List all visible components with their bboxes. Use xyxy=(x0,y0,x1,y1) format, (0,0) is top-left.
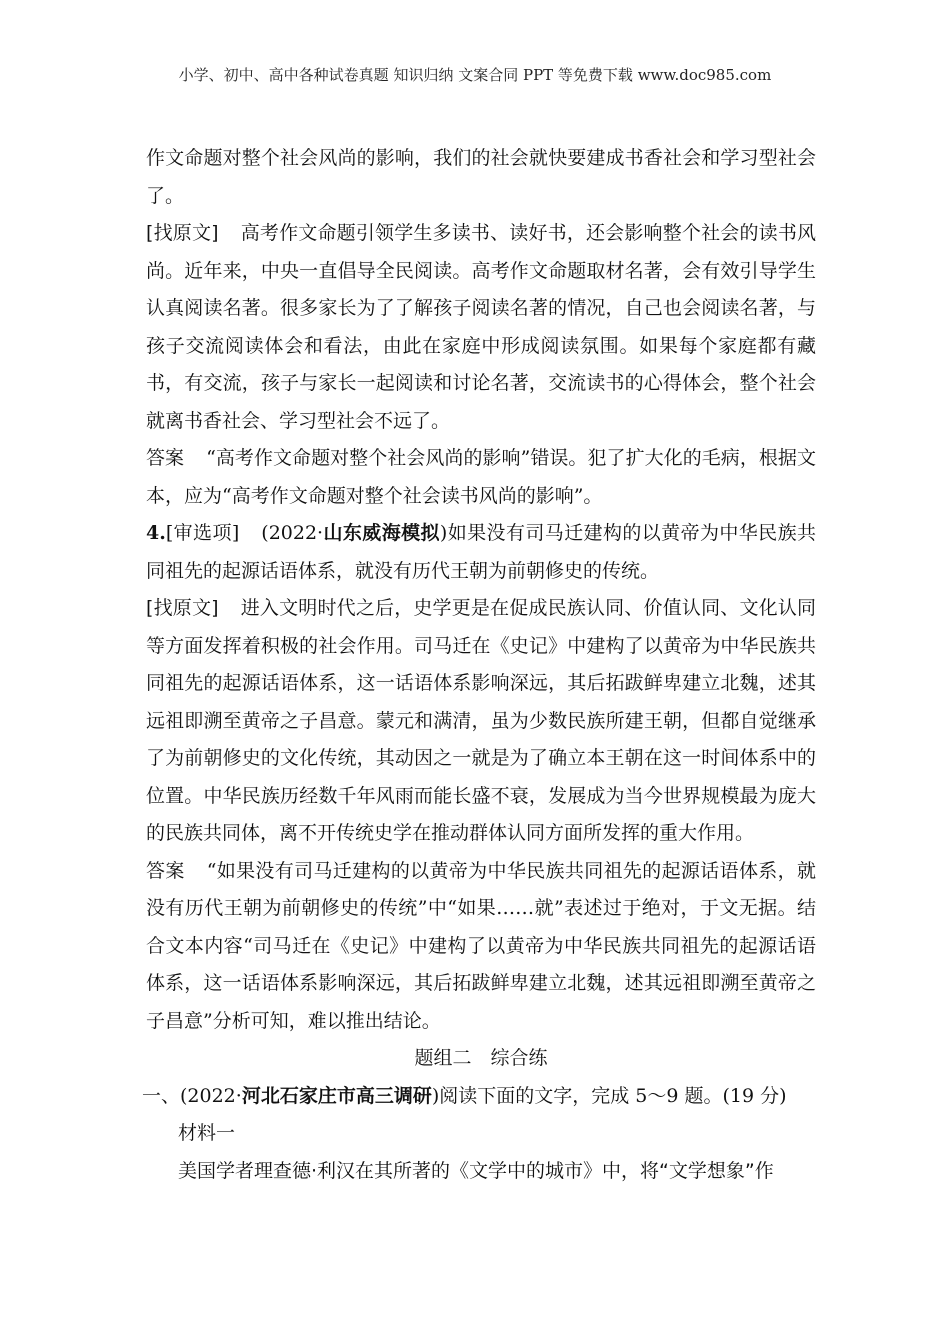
answer-label: 答案 xyxy=(146,859,185,882)
question-source: 山东威海模拟 xyxy=(323,522,440,544)
find-source-paragraph xyxy=(146,215,816,440)
exercise-intro-suffix: )阅读下面的文字，完成 5～9 题。(19 分) xyxy=(431,1084,787,1107)
document-body xyxy=(142,140,816,1190)
question-source-close: ) xyxy=(439,522,448,544)
question-4 xyxy=(146,515,816,590)
question-tag: [审选项] xyxy=(165,522,240,544)
material-text: 美国学者理查德·利汉在其所著的《文学中的城市》中，将“文学想象”作 xyxy=(178,1159,774,1182)
exercise-source: 河北石家庄市高三调研 xyxy=(241,1084,432,1107)
find-source-paragraph xyxy=(146,590,816,853)
paragraph-continuation: 作文命题对整个社会风尚的影响，我们的社会就快要建成书香社会和学习型社会了。 xyxy=(146,147,816,207)
exercise-intro-prefix: 一、(2022· xyxy=(142,1084,242,1107)
material-label: 材料一 xyxy=(178,1122,236,1144)
answer-text: “高考作文命题对整个社会风尚的影响”错误。犯了扩大化的毛病，根据文本，应为“高考作文命题对整个社会读书风尚的影响”。 xyxy=(146,447,816,507)
site-banner: 小学、初中、高中各种试卷真题 知识归纳 文案合同 PPT 等免费下载 www.doc985.com xyxy=(178,66,772,84)
question-stem: 如果没有司马迁建构的以黄帝为中华民族共同祖先的起源话语体系，就没有历代王朝为前朝修史的传统。 xyxy=(146,522,816,582)
answer-paragraph xyxy=(146,440,816,515)
find-source-text: 进入文明时代之后，史学更是在促成民族认同、价值认同、文化认同等方面发挥着积极的社会作用。司马迁在《史记》中建构了以黄帝为中华民族共同祖先的起源话语体系，这一话语体系影响深远，其后拓跋鲜卑建立北魏，述其远祖即溯至黄帝之子昌意。蒙元和满清，虽为少数民族所建王朝，但都自觉继承了为前朝修史的文化传统，其动因之一就是为了确立本王朝在这一时间体系中的位置。中华民族历经数千年风雨而能长盛不衰，发展成为当今世界规模最为庞大的民族共同体，离不开传统史学在推动群体认同方面所发挥的重大作用。 xyxy=(146,597,816,844)
answer-text: “如果没有司马迁建构的以黄帝为中华民族共同祖先的起源话语体系，就没有历代王朝为前朝修史的传统”中“如果……就”表述过于绝对，于文无据。结合文本内容“司马迁在《史记》中建构了以黄帝为中华民族共同祖先的起源话语体系，这一话语体系影响深远，其后拓跋鲜卑建立北魏，述其远祖即溯至黄帝之子昌意”分析可知，难以推出结论。 xyxy=(146,859,816,1032)
find-source-label: [找原文] xyxy=(146,597,219,619)
exercise-intro xyxy=(142,1078,816,1116)
question-source-open: (2022· xyxy=(261,522,324,544)
find-source-label: [找原文] xyxy=(146,222,219,244)
section-title: 题组二 综合练 xyxy=(414,1047,548,1069)
question-number: 4. xyxy=(146,522,166,544)
answer-paragraph xyxy=(146,853,816,1041)
find-source-text: 高考作文命题引领学生多读书、读好书，还会影响整个社会的读书风尚。近年来，中央一直倡导全民阅读。高考作文命题取材名著，会有效引导学生认真阅读名著。很多家长为了了解孩子阅读名著的情况，自己也会阅读名著，与孩子交流阅读体会和看法，由此在家庭中形成阅读氛围。如果每个家庭都有藏书，有交流，孩子与家长一起阅读和讨论名著，交流读书的心得体会，整个社会就离书香社会、学习型社会不远了。 xyxy=(146,222,816,432)
answer-label: 答案 xyxy=(146,447,185,469)
